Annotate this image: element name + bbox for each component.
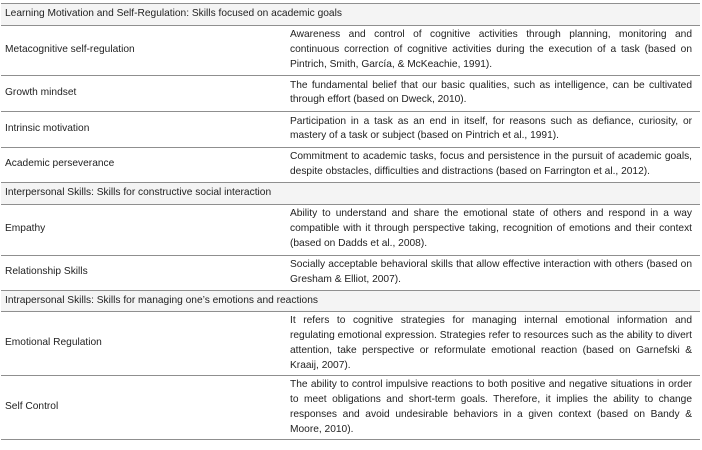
skill-description: The ability to control impulsive reactions to both positive and negative situations in order to meet obligations and short-term goals. Therefore, it implies the ability to change responses and avoid undesirable behaviors in a given context (based on Bandy & Moore, 2010). bbox=[285, 376, 700, 440]
skill-description: Awareness and control of cognitive activities through planning, monitoring and continuous correction of cognitive activities during the execution of a task (based on Pintrich, Smith, García, & McKeachie, 1991). bbox=[285, 25, 700, 75]
skill-row bbox=[1, 111, 700, 147]
section-title: Interpersonal Skills: Skills for constructive social interaction bbox=[1, 182, 700, 204]
skill-row bbox=[1, 147, 700, 182]
section-header-row bbox=[1, 4, 700, 26]
skill-row bbox=[1, 255, 700, 290]
skill-name: Emotional Regulation bbox=[1, 312, 285, 376]
section-header-row bbox=[1, 290, 700, 312]
section-title: Intrapersonal Skills: Skills for managing one’s emotions and reactions bbox=[1, 290, 700, 312]
skill-description: Socially acceptable behavioral skills that allow effective interaction with others (based on Gresham & Elliot, 2007). bbox=[285, 255, 700, 290]
skill-row bbox=[1, 312, 700, 376]
skill-name: Relationship Skills bbox=[1, 255, 285, 290]
skills-table-container bbox=[1, 3, 700, 440]
section-header-row bbox=[1, 182, 700, 204]
skill-name: Growth mindset bbox=[1, 75, 285, 111]
skill-row bbox=[1, 75, 700, 111]
skills-table bbox=[1, 3, 700, 440]
skill-name: Empathy bbox=[1, 204, 285, 255]
skill-description: Participation in a task as an end in itself, for reasons such as defiance, curiosity, or mastery of a task or subject (based on Pintrich et al., 1991). bbox=[285, 111, 700, 147]
section-title: Learning Motivation and Self-Regulation: Skills focused on academic goals bbox=[1, 4, 700, 26]
skill-row bbox=[1, 204, 700, 255]
skill-name: Metacognitive self-regulation bbox=[1, 25, 285, 75]
skill-description: Ability to understand and share the emotional state of others and respond in a way compatible with it through perspective taking, recognition of emotions and their context (based on Dadds et al., 2008). bbox=[285, 204, 700, 255]
skill-name: Self Control bbox=[1, 376, 285, 440]
skill-name: Intrinsic motivation bbox=[1, 111, 285, 147]
skill-row bbox=[1, 376, 700, 440]
skill-description: It refers to cognitive strategies for managing internal emotional information and regulating emotional expression. Strategies refer to resources such as the ability to divert attention, take perspective or reformulate emotional reaction (based on Garnefski & Kraaij, 2007). bbox=[285, 312, 700, 376]
skill-description: Commitment to academic tasks, focus and persistence in the pursuit of academic goals, despite obstacles, difficulties and distractions (based on Farrington et al., 2012). bbox=[285, 147, 700, 182]
skill-description: The fundamental belief that our basic qualities, such as intelligence, can be cultivated through effort (based on Dweck, 2010). bbox=[285, 75, 700, 111]
skill-row bbox=[1, 25, 700, 75]
skill-name: Academic perseverance bbox=[1, 147, 285, 182]
